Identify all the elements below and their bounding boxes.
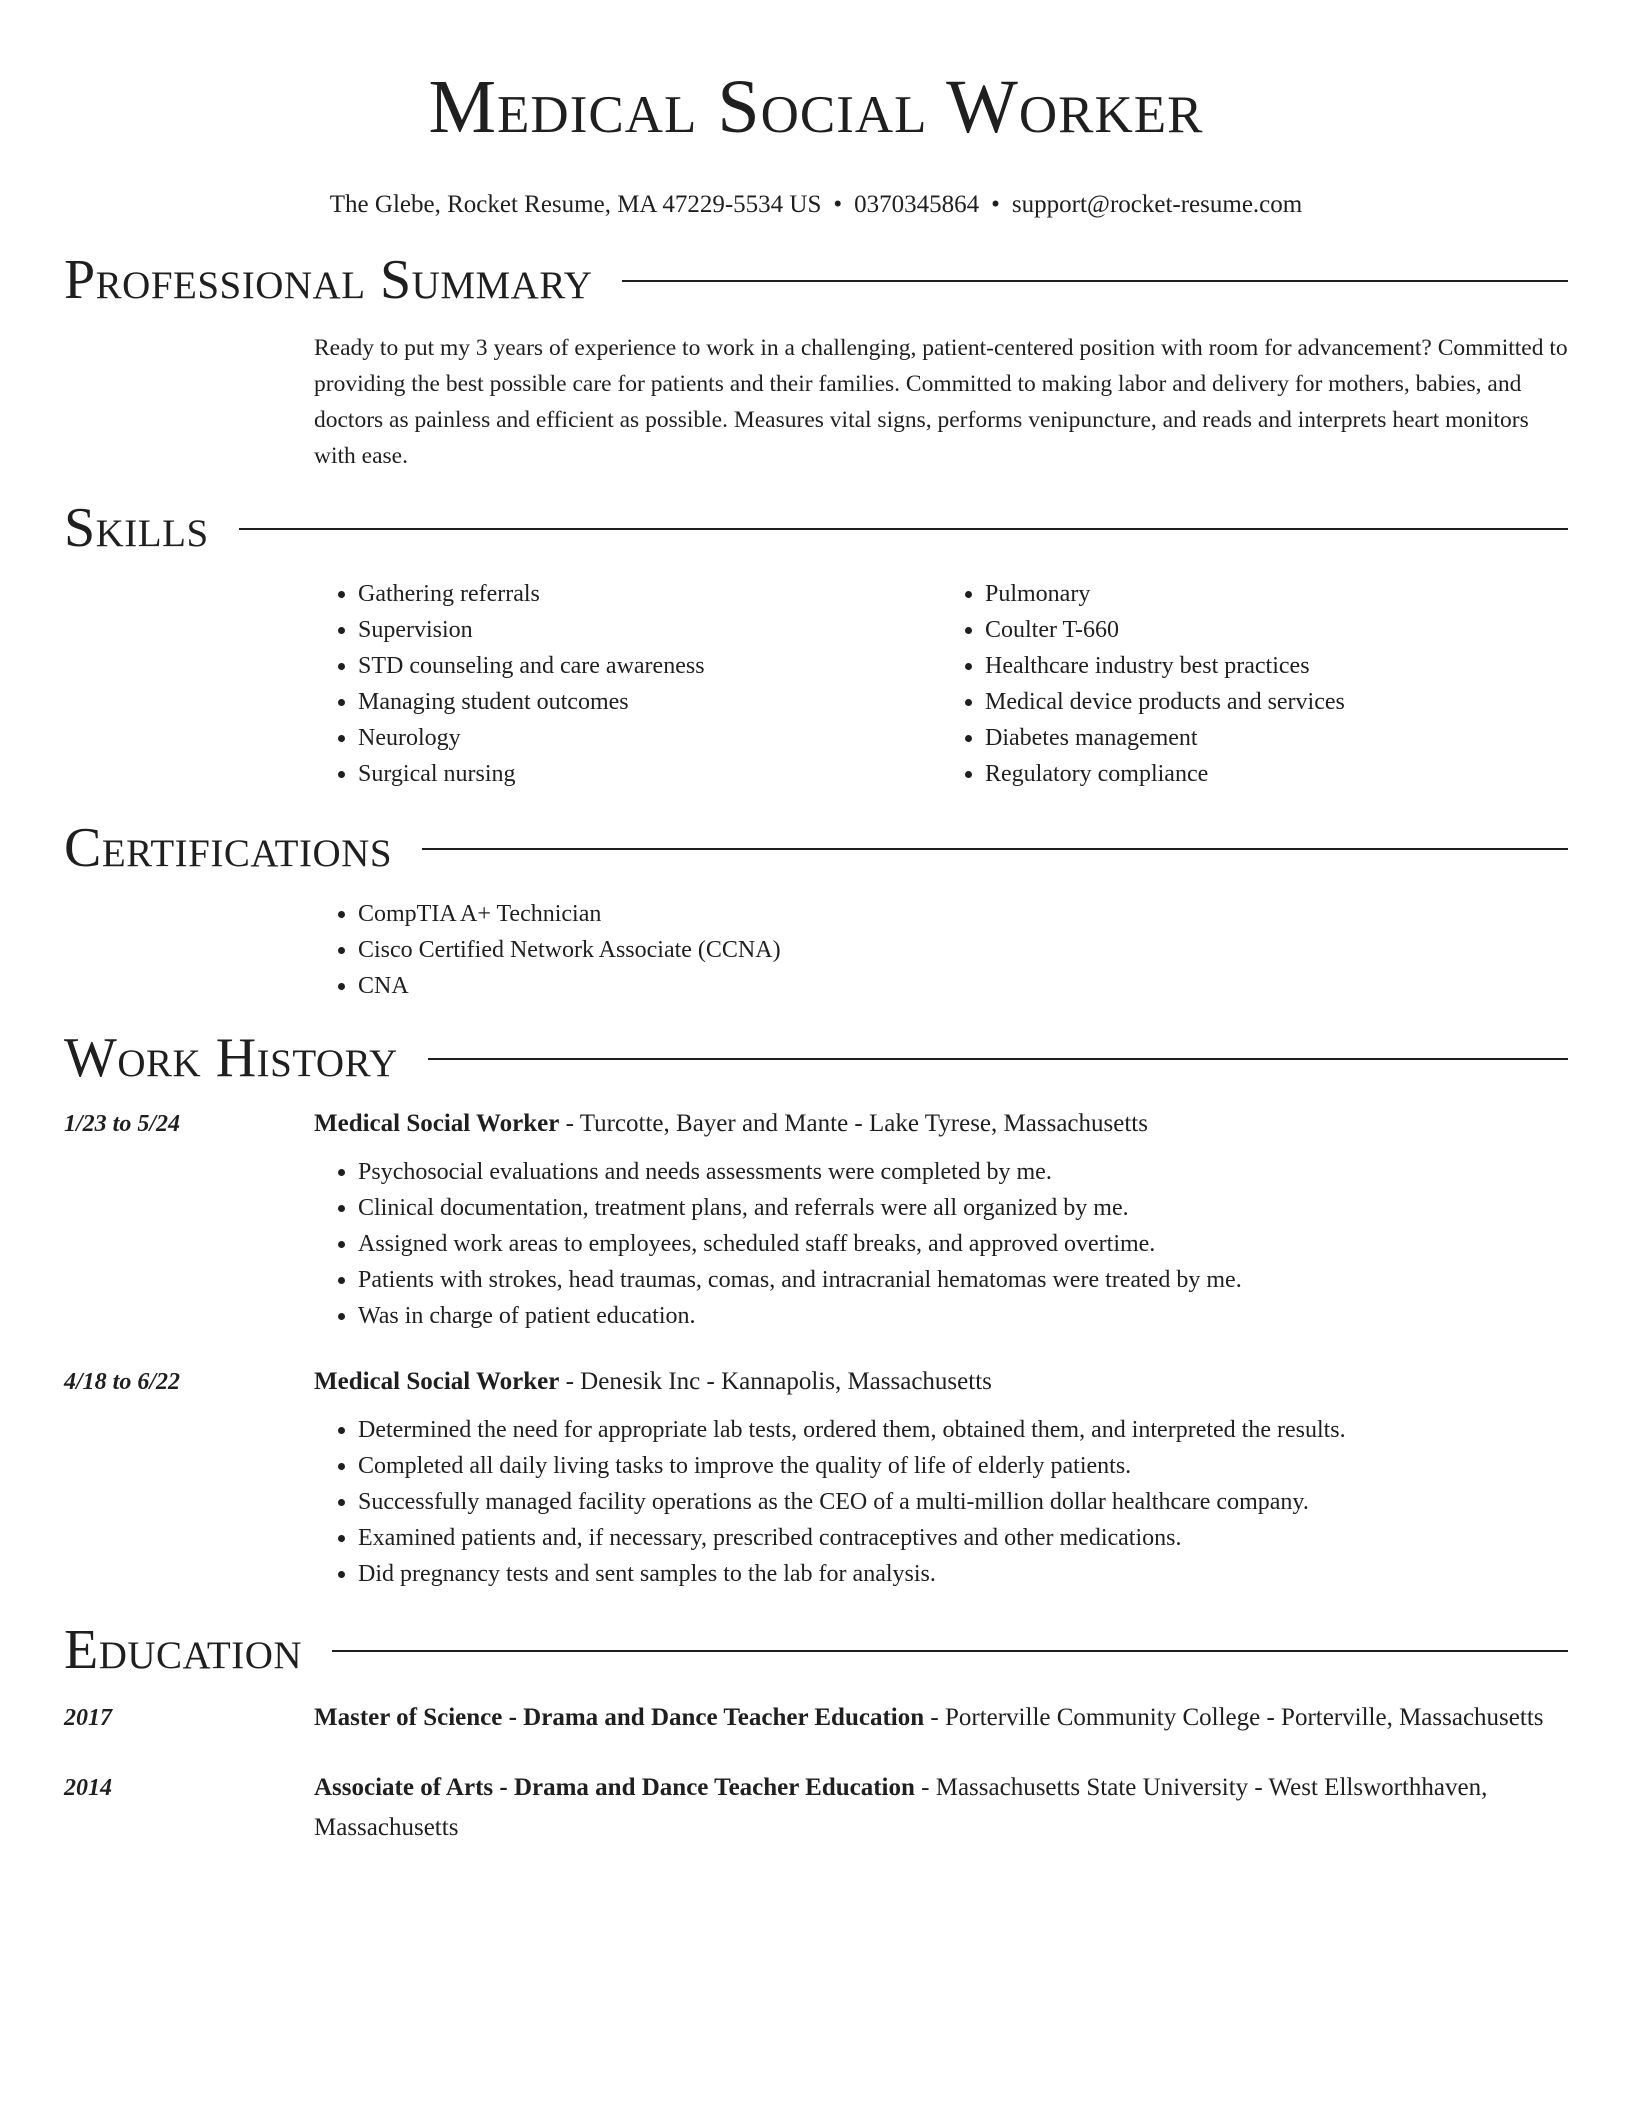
skill-item: • Pulmonary [985,576,1568,612]
certification-item: • CompTIA A+ Technician [358,896,1568,932]
job-duty: • Did pregnancy tests and sent samples to the lab for analysis. [358,1556,1568,1592]
education-title: Education [64,1619,303,1681]
education-degree: Master of Science - Drama and Dance Teacher Education [314,1704,925,1731]
job-duty: • Clinical documentation, treatment plans, and referrals were all organized by me. [358,1190,1568,1226]
education-details [314,1768,1568,1848]
summary-title: Professional Summary [64,249,593,311]
job-body [314,1104,1568,1334]
education-entry [64,1768,1568,1848]
certifications-section-heading [64,818,1568,878]
job-dates: 4/18 to 6/22 [64,1369,181,1395]
job-duties [314,1412,1568,1592]
job-duty: • Completed all daily living tasks to improve the quality of life of elderly patients. [358,1448,1568,1484]
job-duty: • Determined the need for appropriate lab tests, ordered them, obtained them, and interpreted the results. [358,1412,1568,1448]
skills-title: Skills [64,497,209,559]
resume-name: Medical Social Worker [428,65,1204,149]
skill-item: • STD counseling and care awareness [358,648,941,684]
work-title: Work History [64,1027,398,1089]
skill-item: • Healthcare industry best practices [985,648,1568,684]
section-divider [239,528,1568,530]
job-duty: • Assigned work areas to employees, scheduled staff breaks, and approved overtime. [358,1226,1568,1262]
work-section-heading [64,1028,1568,1088]
job-company: - Turcotte, Bayer and Mante - Lake Tyrese, Massachusetts [559,1110,1148,1137]
job-entry [64,1362,1568,1592]
job-entry [64,1104,1568,1334]
summary-section [314,330,1568,474]
skill-item: • Diabetes management [985,720,1568,756]
certifications-title: Certifications [64,817,393,879]
job-duty: • Examined patients and, if necessary, prescribed contraceptives and other medications. [358,1520,1568,1556]
education-school: - Massachusetts State University - West Ellsworthhaven, Massachusetts [314,1774,1488,1841]
job-title: Medical Social Worker [314,1110,560,1137]
education-body [314,1768,1568,1848]
certification-item: • CNA [358,968,1568,1004]
contact-address: The Glebe, Rocket Resume, MA 47229-5534 US [329,191,822,218]
contact-line [64,190,1568,220]
job-dates: 1/23 to 5/24 [64,1111,181,1137]
section-divider [422,848,1568,850]
job-duty: • Successfully managed facility operations as the CEO of a multi-million dollar healthcare company. [358,1484,1568,1520]
job-duties [314,1154,1568,1334]
job-header [314,1362,1568,1402]
skills-list [314,576,1568,792]
skill-item: • Managing student outcomes [358,684,941,720]
section-divider [332,1650,1568,1652]
summary-section-heading [64,250,1568,310]
section-divider [622,280,1568,282]
job-duty: • Patients with strokes, head traumas, comas, and intracranial hematomas were treated by me. [358,1262,1568,1298]
contact-separator: • [991,191,1000,218]
education-year: 2014 [64,1775,112,1801]
skill-item: • Surgical nursing [358,756,941,792]
skills-section-heading [64,498,1568,558]
skill-item: • Supervision [358,612,941,648]
skills-column-left [314,576,941,792]
skill-item: • Regulatory compliance [985,756,1568,792]
skill-item: • Neurology [358,720,941,756]
summary-text: Ready to put my 3 years of experience to work in a challenging, patient-centered position with room for advancement? Committed to providing the best possible care for patients and their families. Committed to making labor and delivery for mothers, babies, and doctors as painless and efficient as possible. Measures vital signs, performs venipuncture, and reads and interprets heart monitors with ease. [314,335,1568,469]
job-company: - Denesik Inc - Kannapolis, Massachusetts [559,1368,992,1395]
skill-item: • Gathering referrals [358,576,941,612]
contact-separator: • [833,191,843,218]
certifications-list [314,896,1568,1004]
education-school: - Porterville Community College - Porterville, Massachusetts [924,1704,1544,1731]
certification-item: • Cisco Certified Network Associate (CCNA) [358,932,1568,968]
job-duty: • Was in charge of patient education. [358,1298,1568,1334]
job-header [314,1104,1568,1144]
skill-item: • Medical device products and services [985,684,1568,720]
education-body [314,1698,1568,1738]
certifications-section [314,896,1568,1004]
skill-item: • Coulter T-660 [985,612,1568,648]
education-details [314,1698,1568,1738]
job-duty: • Psychosocial evaluations and needs assessments were completed by me. [358,1154,1568,1190]
education-degree: Associate of Arts - Drama and Dance Teacher Education [314,1774,915,1801]
education-year: 2017 [64,1705,112,1731]
section-divider [428,1058,1568,1060]
education-section-heading [64,1620,1568,1680]
contact-email: support@rocket-resume.com [1011,191,1303,218]
contact-phone: 0370345864 [854,191,980,218]
job-title: Medical Social Worker [314,1368,560,1395]
education-entry [64,1698,1568,1738]
job-body [314,1362,1568,1592]
skills-column-right [941,576,1568,792]
